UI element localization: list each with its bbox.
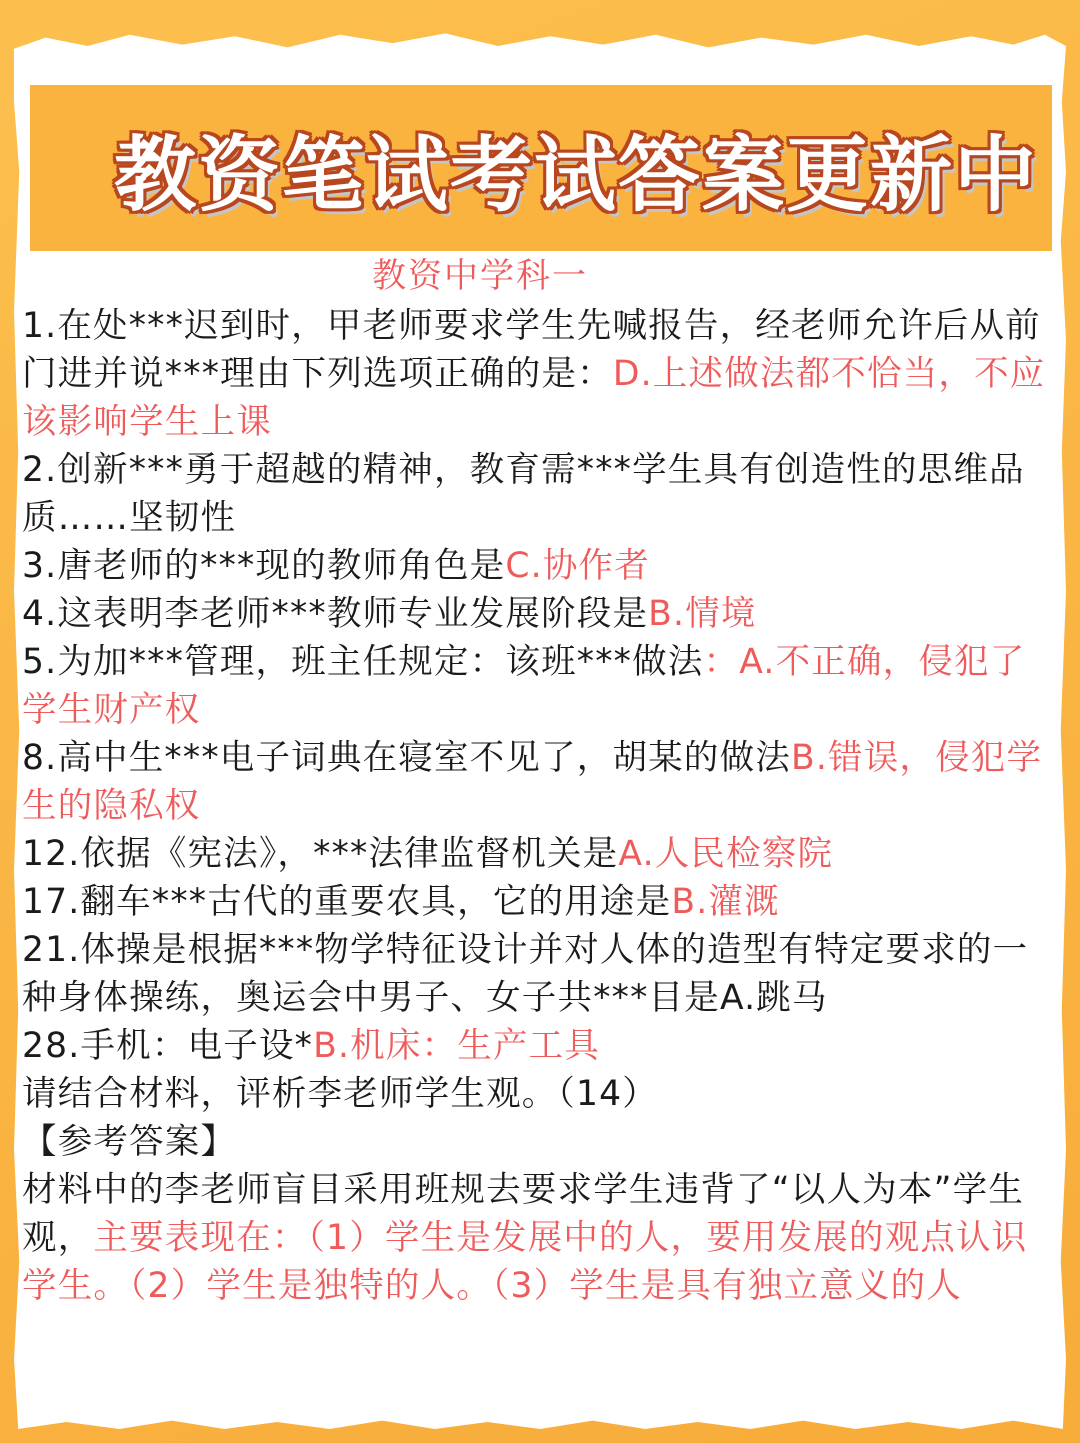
essay-answer (22, 1166, 1052, 1310)
question-text: 21.体操是根据***物学特征设计并对人体的造型有特定要求的一种身体操练，奥运会中男子、女子共***目是A.跳马 (22, 930, 1029, 1018)
answer-text: A.人民检察院 (618, 834, 834, 874)
title-banner (30, 85, 1052, 251)
reference-answer-label: 【参考答案】 (22, 1122, 237, 1162)
banner-title: 教资笔试考试答案更新中 (113, 127, 1038, 223)
list-item (22, 926, 1052, 1022)
subject-heading: 教资中学科一 (372, 256, 588, 296)
list-item (22, 302, 1052, 446)
answer-text: B.错误，侵犯学生的隐私权 (22, 738, 1043, 826)
list-item (22, 830, 1052, 878)
list-item (22, 542, 1052, 590)
question-text: 5.为加***管理，班主任规定：该班***做法 (22, 642, 704, 682)
answer-text: C.协作者 (505, 546, 650, 586)
question-text: 4.这表明李老师***教师专业发展阶段是 (22, 594, 649, 634)
question-text: 17.翻车***古代的重要农具，它的用途是 (22, 882, 672, 922)
answer-list (22, 302, 1052, 1310)
answer-text: B.灌溉 (671, 882, 780, 922)
answer-text: D.上述做法都不恰当，不应该影响学生上课 (22, 354, 1046, 442)
question-text: 28.手机：电子设* (22, 1026, 314, 1066)
question-text: 8.高中生***电子词典在寝室不见了，胡某的做法 (22, 738, 791, 778)
list-item (22, 590, 1052, 638)
essay-intro: 材料中的李老师盲目采用班规去要求学生违背了“以人为本”学生观， (22, 1170, 1025, 1258)
list-item (22, 638, 1052, 734)
answer-text: B.机床：生产工具 (313, 1026, 601, 1066)
list-item (22, 1022, 1052, 1070)
question-text: 1.在处***迟到时，甲老师要求学生先喊报告，经老师允许后从前门进并说***理由下列选项正确的是： (22, 306, 1041, 394)
question-text: 12.依据《宪法》，***法律监督机关是 (22, 834, 619, 874)
list-item (22, 878, 1052, 926)
list-item (22, 446, 1052, 542)
essay-question: 请结合材料，评析李老师学生观。（14） (22, 1074, 658, 1114)
answer-text: ：A.不正确，侵犯了学生财产权 (22, 642, 1026, 730)
list-item (22, 734, 1052, 830)
essay-answer-text: 主要表现在：（1）学生是发展中的人，要用发展的观点认识学生。（2）学生是独特的人。（3）学生是具有独立意义的人 (22, 1218, 1028, 1306)
question-text: 2.创新***勇于超越的精神，教育需***学生具有创造性的思维品质……坚韧性 (22, 450, 1025, 538)
question-text: 3.唐老师的***现的教师角色是 (22, 546, 506, 586)
answer-text: B.情境 (648, 594, 757, 634)
